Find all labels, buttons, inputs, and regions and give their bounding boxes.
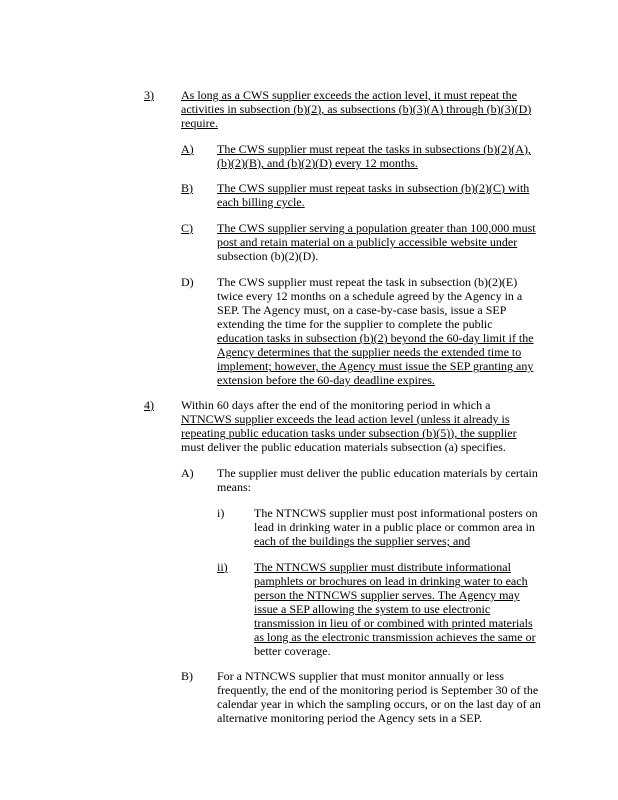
- section-3-text: [181, 88, 561, 130]
- text-line: each of the buildings the supplier serves; and: [254, 534, 471, 548]
- section-3-number: 3): [144, 88, 154, 102]
- text-line: better coverage.: [254, 644, 331, 658]
- text-line: frequently, the end of the monitoring period is September 30 of the: [217, 683, 539, 697]
- subsection-label: D): [181, 275, 194, 289]
- text-line: activities in subsection (b)(2), as subsections (b)(3)(A) through (b)(3)(D): [181, 102, 532, 116]
- text-line: Agency determines that the supplier needs the extended time to: [217, 345, 522, 359]
- text-line: person the NTNCWS supplier serves. The Agency may: [254, 588, 520, 602]
- text-line: pamphlets or brochures on lead in drinking water to each: [254, 574, 528, 588]
- text-line: extension before the 60-day deadline expires.: [217, 373, 435, 387]
- text-line: issue a SEP allowing the system to use electronic: [254, 602, 491, 616]
- text-line: For a NTNCWS supplier that must monitor annually or less: [217, 669, 504, 683]
- section-4-number: 4): [144, 398, 154, 412]
- subsection-label: B): [181, 669, 193, 683]
- text-line: alternative monitoring period the Agency sets in a SEP.: [217, 711, 482, 725]
- text-line: The CWS supplier must repeat the task in subsection (b)(2)(E): [217, 275, 518, 289]
- subsection-label: A): [181, 466, 194, 480]
- text-line: The supplier must deliver the public education materials by certain: [217, 466, 538, 480]
- text-line: each billing cycle.: [217, 195, 305, 209]
- text-line: repeating public education tasks under subsection (b)(5)), the supplier: [181, 426, 517, 440]
- text-line: twice every 12 months on a schedule agreed by the Agency in a: [217, 289, 523, 303]
- clause-label: ii): [217, 560, 228, 574]
- text-line: (b)(2)(B), and (b)(2)(D) every 12 months.: [217, 156, 418, 170]
- text-line: The CWS supplier must repeat the tasks in subsections (b)(2)(A),: [217, 142, 531, 156]
- subsection-text: [217, 142, 562, 170]
- text-line: must deliver the public education materials subsection (a) specifies.: [181, 440, 506, 454]
- text-line: calendar year in which the sampling occurs, or on the last day of an: [217, 697, 541, 711]
- clause-text: [254, 560, 564, 658]
- text-line: The CWS supplier must repeat tasks in subsection (b)(2)(C) with: [217, 181, 530, 195]
- text-line: NTNCWS supplier exceeds the lead action level (unless it already is: [181, 412, 510, 426]
- subsection-text: [217, 275, 562, 387]
- subsection-label: C): [181, 221, 193, 235]
- clause-label: i): [217, 506, 225, 520]
- text-line: extending the time for the supplier to complete the public: [217, 317, 493, 331]
- text-line: The NTNCWS supplier must post informational posters on: [254, 506, 538, 520]
- text-line: as long as the electronic transmission achieves the same or: [254, 630, 536, 644]
- subsection-text: [217, 181, 562, 209]
- text-line: implement; however, the Agency must issue the SEP granting any: [217, 359, 534, 373]
- subsection-label: B): [181, 181, 193, 195]
- text-line: lead in drinking water in a public place or common area in: [254, 520, 535, 534]
- text-line: post and retain material on a publicly accessible website under: [217, 235, 518, 249]
- subsection-label: A): [181, 142, 194, 156]
- text-line: transmission in lieu of or combined with printed materials: [254, 616, 533, 630]
- text-line: The CWS supplier serving a population greater than 100,000 must: [217, 221, 536, 235]
- text-line: SEP. The Agency must, on a case-by-case basis, issue a SEP: [217, 303, 507, 317]
- text-line: subsection (b)(2)(D).: [217, 249, 319, 263]
- text-line: education tasks in subsection (b)(2) beyond the 60-day limit if the: [217, 331, 534, 345]
- text-line: require.: [181, 116, 218, 130]
- subsection-text: [217, 466, 562, 494]
- subsection-text: [217, 669, 562, 725]
- text-line: The NTNCWS supplier must distribute informational: [254, 560, 511, 574]
- text-line: As long as a CWS supplier exceeds the action level, it must repeat the: [181, 88, 517, 102]
- section-4-text: [181, 398, 561, 454]
- subsection-text: [217, 221, 562, 263]
- text-line: means:: [217, 480, 251, 494]
- clause-text: [254, 506, 564, 548]
- text-line: Within 60 days after the end of the monitoring period in which a: [181, 398, 491, 412]
